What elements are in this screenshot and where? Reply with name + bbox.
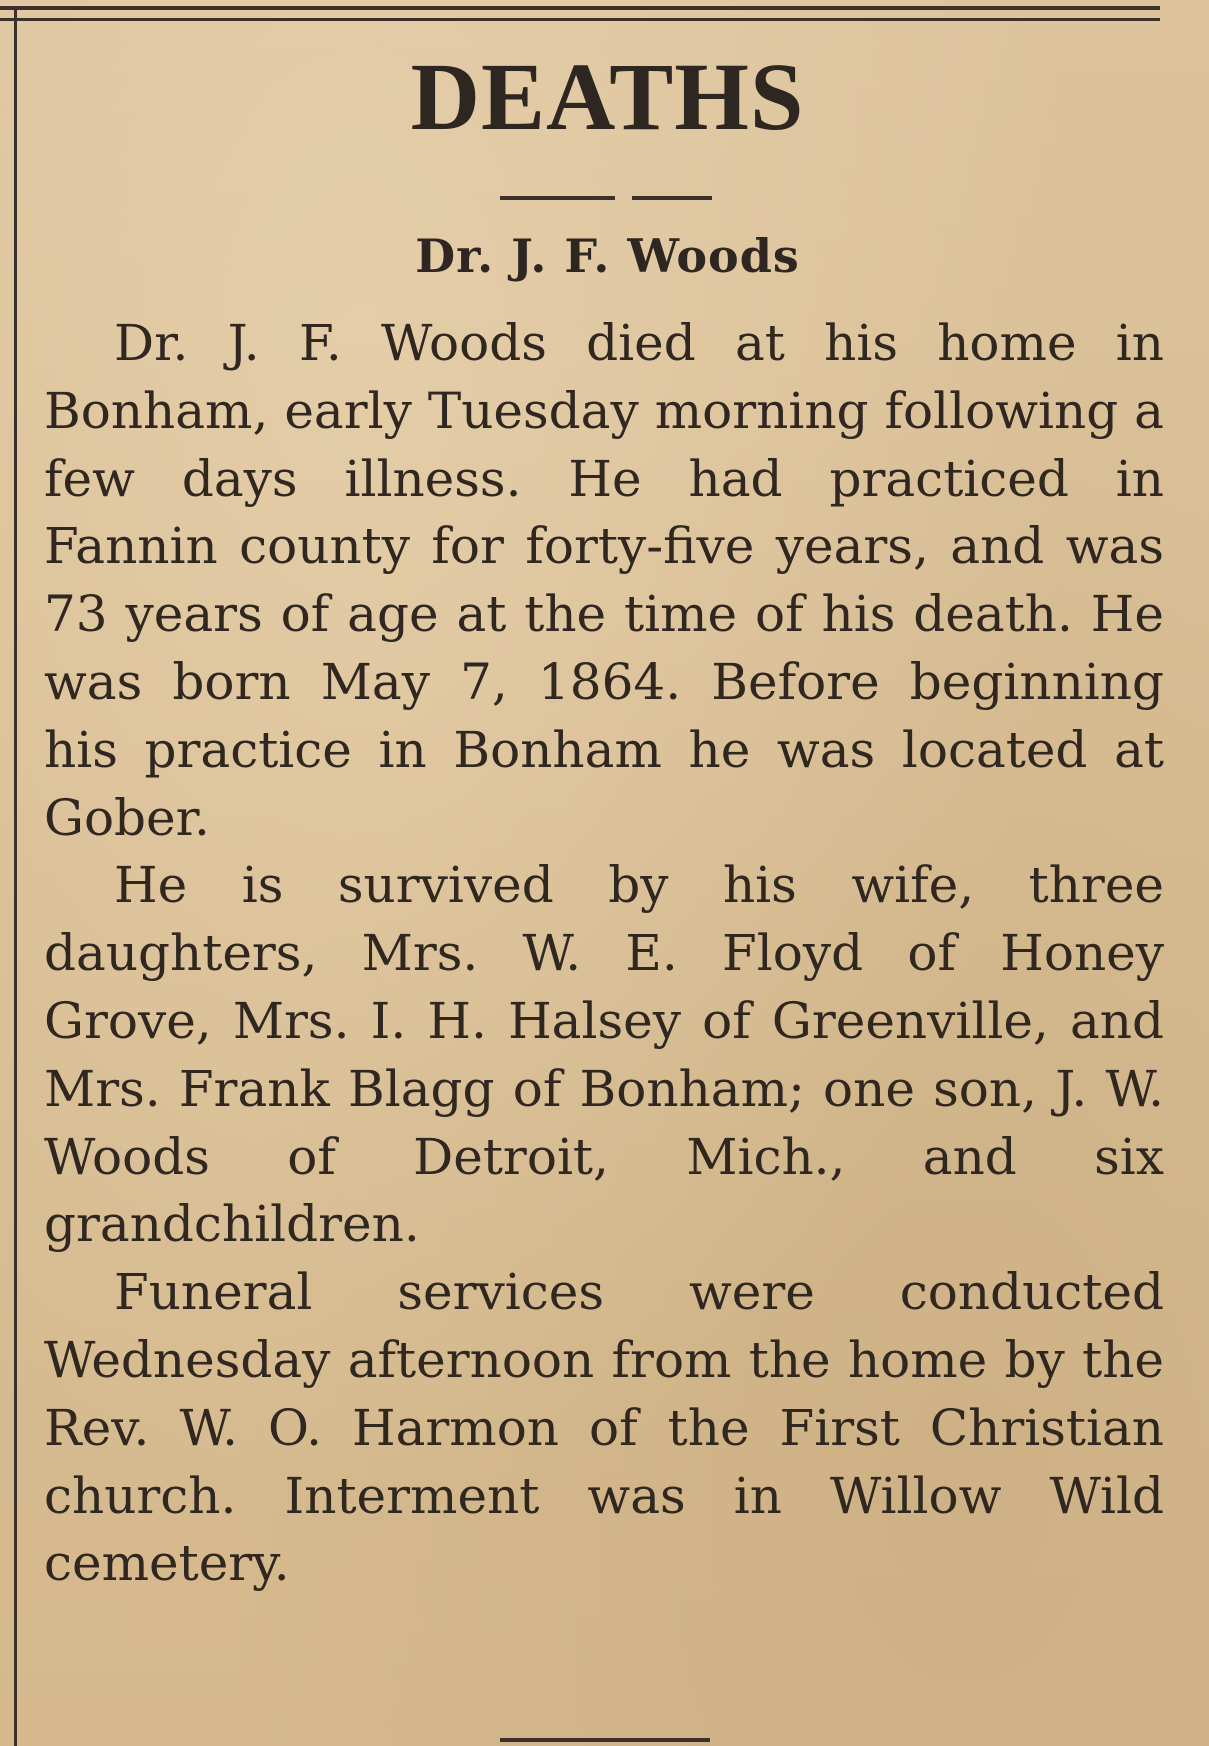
- divider-dash: [632, 196, 712, 200]
- section-title: DEATHS: [410, 43, 805, 150]
- article-paragraph: Funeral services were conducted Wednesday afternoon from the home by the Rev. W. O. Harmon of the First Christian church. Interment was in Willow Wild cemetery.: [44, 1263, 1164, 1593]
- bottom-divider-rule: [500, 1738, 710, 1742]
- article-body: [44, 310, 1164, 1598]
- top-border-rule: [0, 6, 1160, 10]
- article-headline: Dr. J. F. Woods: [415, 229, 800, 283]
- divider-dash: [500, 196, 615, 200]
- article-paragraph: He is survived by his wife, three daughters, Mrs. W. E. Floyd of Honey Grove, Mrs. I. H. Halsey of Greenville, and Mrs. Frank Blagg of Bonham; one son, J. W. Woods of Detroit, Mich., and six grandchildren.: [44, 856, 1164, 1254]
- left-column-rule: [14, 10, 17, 1746]
- top-border-rule-inner: [0, 18, 1160, 21]
- article-paragraph: Dr. J. F. Woods died at his home in Bonham, early Tuesday morning following a few days illness. He had practiced in Fannin county for forty-five years, and was 73 years of age at the time of his death. He was born May 7, 1864. Before beginning his practice in Bonham he was located at Gober.: [44, 314, 1164, 847]
